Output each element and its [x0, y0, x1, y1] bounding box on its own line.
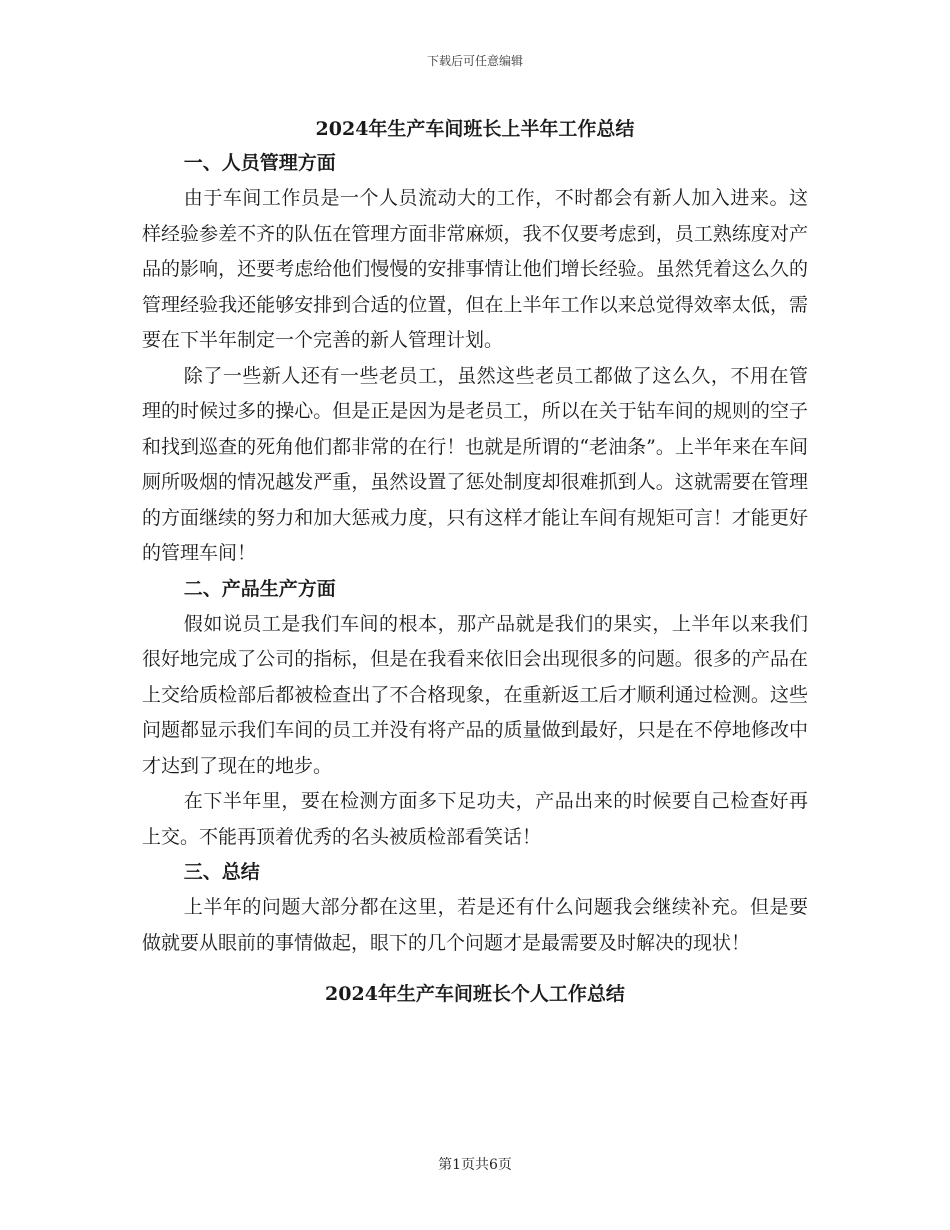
page-number: 第1页共6页: [438, 1157, 512, 1173]
document-body: [142, 112, 808, 1011]
next-document-title: 2024年生产车间班长个人工作总结: [325, 983, 625, 1005]
page-header: [0, 53, 950, 69]
section-production: [142, 572, 808, 856]
section-summary: [142, 855, 808, 961]
paragraph: 除了一些新人还有一些老员工，虽然这些老员工都做了这么久，不用在管理的时候过多的操心。但是正是因为是老员工，所以在关于钻车间的规则的空子和找到巡查的死角他们都非常的在行！也就是所谓的“老油条”。上半年来在车间厕所吸烟的情况越发严重，虽然设置了惩处制度却很难抓到人。这就需要在管理的方面继续的努力和加大惩戒力度，只有这样才能让车间有规矩可言！才能更好的管理车间！: [142, 364, 808, 564]
document-title: 2024年生产车间班长上半年工作总结: [315, 118, 635, 140]
section-personnel: [142, 146, 808, 572]
page-footer: [0, 1156, 950, 1174]
paragraph: 上半年的问题大部分都在这里，若是还有什么问题我会继续补充。但是要做就要从眼前的事情做起，眼下的几个问题才是最需要及时解决的现状！: [142, 896, 808, 954]
paragraph: 由于车间工作员是一个人员流动大的工作，不时都会有新人加入进来。这样经验参差不齐的队伍在管理方面非常麻烦，我不仅要考虑到，员工熟练度对产品的影响，还要考虑给他们慢慢的安排事情让他们增长经验。虽然凭着这么久的管理经验我还能够安排到合适的位置，但在上半年工作以来总觉得效率太低，需要在下半年制定一个完善的新人管理计划。: [142, 187, 808, 351]
section-heading: 二、产品生产方面: [183, 577, 336, 600]
section-heading: 一、人员管理方面: [183, 152, 336, 174]
header-note: 下载后可任意编辑: [426, 54, 523, 68]
section-heading: 三、总结: [183, 861, 260, 883]
paragraph: 在下半年里，要在检测方面多下足功夫，产品出来的时候要自己检查好再上交。不能再顶着优秀的名头被质检部看笑话！: [142, 790, 808, 848]
paragraph: 假如说员工是我们车间的根本，那产品就是我们的果实，上半年以来我们很好地完成了公司的指标，但是在我看来依旧会出现很多的问题。很多的产品在上交给质检部后都被检查出了不合格现象，在重新返工后才顺利通过检测。这些问题都显示我们车间的员工并没有将产品的质量做到最好，只是在不停地修改中才达到了现在的地步。: [142, 612, 808, 777]
